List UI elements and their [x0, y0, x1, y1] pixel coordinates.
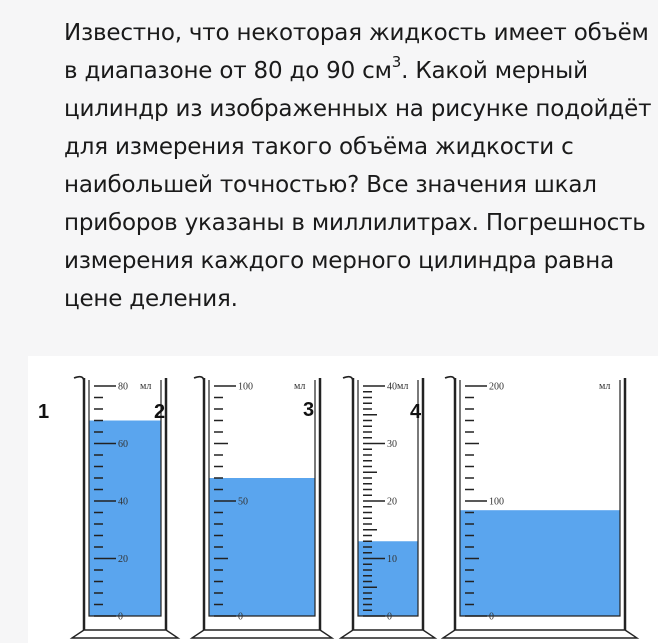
base-2 — [192, 630, 332, 638]
tick-label: 50 — [238, 496, 248, 508]
unit-label: мл — [397, 381, 409, 392]
tick-label: 40 — [118, 496, 128, 508]
question-text — [64, 14, 654, 318]
lip-4 — [445, 377, 455, 382]
cylinder-number: 1 — [38, 401, 50, 423]
tick-label: 200 — [489, 381, 504, 393]
question-part1: Известно, что некоторая жидкость имеет объём в диапазоне от 80 до 90 см — [64, 20, 649, 84]
cylinder-number: 4 — [410, 401, 422, 423]
tick-label: 0 — [387, 611, 392, 623]
lip-2 — [194, 377, 204, 382]
question-part2: . Какой мерный цилиндр из изображенных на рисунке подойдёт для измерения такого объёма жидкости с наибольшей точностью? Все значения шкал приборов указаны в миллилитрах. Погрешность измерения каждого мерного цилиндра равна цене деления. — [64, 58, 652, 312]
lip-1 — [74, 377, 84, 382]
cylinder-number: 2 — [154, 401, 166, 423]
tick-label: 0 — [238, 611, 243, 623]
tick-label: 20 — [118, 554, 128, 565]
tick-label: 60 — [118, 439, 128, 450]
tick-label: 0 — [118, 611, 123, 623]
cylinder-number: 3 — [303, 399, 315, 421]
tick-label: 100 — [489, 496, 504, 508]
unit-label: мл — [599, 381, 611, 392]
base-1 — [72, 630, 178, 638]
unit-label: мл — [140, 381, 152, 392]
base-3 — [341, 630, 435, 638]
tick-label: 100 — [238, 381, 253, 393]
unit-label: мл — [294, 381, 306, 392]
tick-label: 30 — [387, 439, 397, 450]
tick-label: 0 — [489, 611, 494, 623]
tick-label: 10 — [387, 554, 397, 565]
cylinder-4 — [410, 377, 637, 638]
tick-label: 80 — [118, 381, 128, 393]
question-superscript: 3 — [391, 53, 402, 72]
liquid-2 — [209, 478, 315, 616]
tick-label: 40 — [387, 381, 397, 393]
cylinders-figure — [28, 356, 658, 643]
cylinders-svg — [28, 356, 658, 643]
liquid-4 — [460, 510, 620, 616]
lip-3 — [343, 377, 353, 382]
tick-label: 20 — [387, 496, 397, 508]
base-4 — [443, 630, 637, 638]
